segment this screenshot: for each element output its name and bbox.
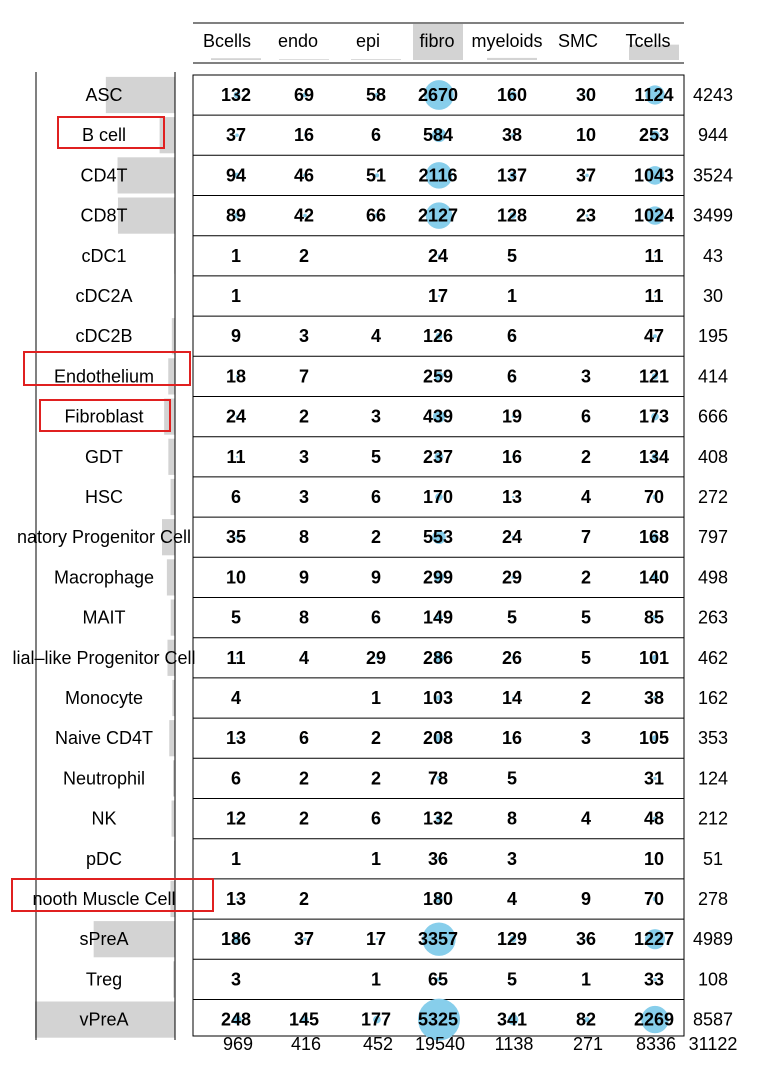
- cell-value: 1: [230, 245, 242, 266]
- cell-value: 1043: [633, 165, 675, 186]
- cell-value: 248: [220, 1009, 252, 1030]
- cell-value: 24: [427, 245, 449, 266]
- cell-value: 4: [370, 326, 382, 347]
- cell-value: 4: [580, 808, 592, 829]
- column-total: 416: [290, 1034, 322, 1054]
- row-label: CD4T: [80, 165, 128, 186]
- cell-value: 65: [427, 969, 449, 990]
- cell-value: 16: [501, 446, 523, 467]
- row-total: 3524: [692, 165, 734, 186]
- cell-value: 132: [422, 808, 454, 829]
- cell-value: 170: [422, 487, 454, 507]
- row-total: 108: [697, 969, 729, 990]
- cell-value: 286: [422, 647, 454, 668]
- cell-value: 10: [225, 567, 247, 588]
- cell-value: 11: [226, 446, 246, 467]
- row-total: 162: [697, 688, 729, 708]
- cell-value: 208: [422, 728, 454, 749]
- cell-value: 8: [298, 607, 310, 628]
- cell-value: 18: [225, 366, 247, 387]
- cell-value: 299: [422, 567, 454, 588]
- row-total-bar: [167, 559, 175, 595]
- cell-value: 17: [427, 286, 449, 306]
- row-label: GDT: [85, 446, 123, 467]
- row-total: 462: [697, 647, 729, 668]
- row-label: NK: [91, 808, 117, 829]
- cell-value: 132: [220, 85, 252, 105]
- cell-value: 6: [370, 125, 382, 146]
- cell-value: 140: [638, 567, 670, 588]
- cell-value: 35: [225, 527, 247, 548]
- cell-value: 9: [370, 567, 382, 588]
- cell-value: 6: [370, 487, 382, 507]
- row-label: cDC1: [81, 245, 127, 266]
- row-total-bar: [168, 358, 175, 394]
- cell-value: 5: [506, 245, 518, 266]
- column-total-bar: [487, 58, 537, 60]
- cell-value: 89: [225, 205, 247, 226]
- cell-value: 2: [298, 808, 310, 829]
- cell-value: 2: [580, 567, 592, 588]
- cell-value: 9: [580, 889, 592, 909]
- cell-value: 26: [501, 647, 523, 668]
- cell-value: 2: [298, 768, 310, 789]
- cell-value: 3: [506, 848, 518, 869]
- row-label: ASC: [85, 85, 123, 105]
- cell-value: 5: [506, 768, 518, 789]
- cell-value: 5: [506, 969, 518, 990]
- cell-value: 6: [298, 728, 310, 749]
- cell-value: 48: [643, 808, 665, 829]
- cell-value: 6: [230, 487, 242, 507]
- cell-value: 58: [365, 85, 387, 105]
- cell-value: 36: [575, 929, 597, 950]
- cell-value: 101: [638, 647, 670, 668]
- cell-value: 8: [298, 527, 310, 548]
- cell-value: 1: [230, 286, 242, 306]
- cell-value: 1: [230, 848, 242, 869]
- row-label: nooth Muscle Cell: [32, 889, 176, 909]
- cell-value: 19: [501, 406, 523, 427]
- cell-value: 1: [370, 688, 382, 708]
- cell-value: 16: [293, 125, 315, 146]
- cell-value: 5: [230, 607, 242, 628]
- cell-value: 42: [293, 205, 315, 226]
- cell-value: 121: [638, 366, 670, 387]
- row-total-bar: [168, 439, 175, 475]
- cell-value: 16: [501, 728, 523, 749]
- cell-value: 2: [370, 527, 382, 548]
- cell-value: 24: [225, 406, 247, 427]
- cell-value: 14: [501, 688, 523, 708]
- cell-value: 1: [580, 969, 592, 990]
- cell-value: 145: [288, 1009, 320, 1030]
- row-total: 408: [697, 446, 729, 467]
- column-total-bar: [279, 59, 329, 60]
- column-total-bar: [211, 58, 261, 60]
- row-label: Naive CD4T: [54, 728, 154, 749]
- cell-value: 13: [225, 889, 247, 909]
- cell-value: 1227: [633, 929, 675, 950]
- cell-value: 2: [298, 245, 310, 266]
- cell-value: 6: [506, 366, 518, 387]
- row-label: B cell: [81, 125, 127, 146]
- cell-value: 29: [501, 567, 523, 588]
- cell-value: 2670: [417, 85, 459, 105]
- cell-value: 439: [422, 406, 454, 427]
- row-total-bar: [169, 720, 175, 756]
- cell-value: 37: [575, 165, 597, 186]
- cell-value: 1024: [633, 205, 675, 226]
- cell-value: 70: [643, 487, 665, 507]
- column-header: Tcells: [625, 31, 671, 51]
- cell-value: 6: [370, 607, 382, 628]
- row-label: cDC2A: [75, 286, 133, 306]
- row-label: Treg: [85, 969, 123, 990]
- column-header: myeloids: [471, 31, 543, 51]
- cell-value: 5: [580, 607, 592, 628]
- cell-value: 11: [644, 245, 664, 266]
- cell-value: 3: [298, 487, 310, 507]
- cell-value: 168: [638, 527, 670, 548]
- row-label: MAIT: [82, 607, 126, 628]
- cell-value: 78: [427, 768, 449, 789]
- cell-value: 3: [298, 326, 310, 347]
- row-label: natory Progenitor Cell: [16, 527, 192, 548]
- row-label: lial–like Progenitor Cell: [12, 647, 196, 668]
- column-header: epi: [355, 31, 381, 51]
- cell-value: 134: [638, 446, 670, 467]
- cell-value: 24: [501, 527, 523, 548]
- cell-value: 126: [422, 326, 454, 347]
- row-total: 272: [697, 487, 729, 507]
- cell-value: 103: [422, 688, 454, 708]
- column-header: SMC: [558, 31, 598, 51]
- column-header: Bcells: [202, 31, 252, 51]
- row-total: 944: [697, 125, 729, 146]
- cell-value: 2: [298, 889, 310, 909]
- cell-value: 6: [506, 326, 518, 347]
- column-total: 19540: [414, 1034, 466, 1054]
- row-total: 30: [702, 286, 724, 306]
- cell-value: 5: [506, 607, 518, 628]
- cell-value: 553: [422, 527, 454, 548]
- cell-value: 177: [360, 1009, 392, 1030]
- cell-value: 46: [293, 165, 315, 186]
- grand-total: 31122: [688, 1034, 738, 1054]
- row-total: 797: [697, 527, 729, 548]
- cell-value: 137: [496, 165, 528, 186]
- cell-value: 584: [422, 125, 454, 146]
- row-total: 3499: [692, 205, 734, 226]
- cell-value: 4: [298, 647, 310, 668]
- cell-value: 13: [501, 487, 523, 507]
- cell-value: 2: [298, 406, 310, 427]
- cell-value: 5: [580, 647, 592, 668]
- cell-value: 2269: [633, 1009, 675, 1030]
- cell-value: 11: [644, 286, 664, 306]
- column-total: 271: [572, 1034, 604, 1054]
- cell-value: 3: [370, 406, 382, 427]
- cell-value: 29: [365, 647, 387, 668]
- cell-value: 2127: [417, 205, 459, 226]
- cell-value: 3: [580, 728, 592, 749]
- column-total-bar: [351, 59, 401, 60]
- cell-value: 180: [422, 889, 454, 909]
- cell-value: 5325: [417, 1009, 459, 1030]
- cell-value: 23: [575, 205, 597, 226]
- cell-value: 4: [506, 889, 518, 909]
- cell-value: 4: [580, 487, 592, 507]
- cell-value: 37: [293, 929, 315, 950]
- cell-value: 105: [638, 728, 670, 749]
- row-total: 195: [697, 326, 729, 347]
- cell-value: 2116: [418, 165, 458, 186]
- column-total: 8336: [635, 1034, 677, 1054]
- cell-value: 173: [638, 406, 670, 427]
- cell-value: 1: [506, 286, 518, 306]
- cell-value: 8: [506, 808, 518, 829]
- row-label: HSC: [84, 487, 124, 507]
- cell-value: 30: [575, 85, 597, 105]
- row-total: 263: [697, 607, 729, 628]
- cell-value: 4: [230, 688, 242, 708]
- row-total: 4243: [692, 85, 734, 105]
- cell-value: 31: [643, 768, 665, 789]
- row-total: 353: [697, 728, 729, 749]
- cell-value: 2: [580, 688, 592, 708]
- cell-value: 33: [643, 969, 665, 990]
- cell-value: 10: [575, 125, 597, 146]
- column-total: 969: [222, 1034, 254, 1054]
- cell-value: 17: [365, 929, 387, 950]
- cell-value: 11: [226, 647, 246, 668]
- cell-value: 6: [580, 406, 592, 427]
- row-label: Neutrophil: [62, 768, 146, 789]
- cell-value: 94: [225, 165, 247, 186]
- row-total: 43: [702, 245, 724, 266]
- cell-value: 237: [422, 446, 454, 467]
- cell-value: 3: [230, 969, 242, 990]
- row-label: Endothelium: [53, 366, 155, 387]
- cell-value: 38: [501, 125, 523, 146]
- row-label: Macrophage: [53, 567, 155, 588]
- row-total: 498: [697, 567, 729, 588]
- row-total: 51: [702, 848, 724, 869]
- cell-value: 3357: [417, 929, 459, 950]
- cell-value: 128: [496, 205, 528, 226]
- row-total-bar: [172, 801, 175, 837]
- cell-value: 47: [643, 326, 665, 347]
- row-total-bar: [171, 600, 175, 636]
- cell-value: 259: [422, 366, 454, 387]
- cell-value: 129: [496, 929, 528, 950]
- cell-value: 1: [370, 969, 382, 990]
- row-total: 124: [697, 768, 729, 789]
- cell-value: 9: [298, 567, 310, 588]
- row-total: 666: [697, 406, 729, 427]
- row-total: 212: [697, 808, 729, 829]
- cell-value: 70: [643, 889, 665, 909]
- cell-value: 36: [427, 848, 449, 869]
- cell-value: 2: [580, 446, 592, 467]
- cell-value: 3: [298, 446, 310, 467]
- row-label: cDC2B: [75, 326, 133, 347]
- cell-value: 1124: [634, 85, 674, 105]
- cell-value: 51: [365, 165, 387, 186]
- cell-value: 12: [225, 808, 247, 829]
- cell-value: 3: [580, 366, 592, 387]
- cell-value: 7: [580, 527, 592, 548]
- column-header: endo: [277, 31, 319, 51]
- cell-value: 6: [230, 768, 242, 789]
- column-header: fibro: [419, 31, 455, 51]
- row-total: 278: [697, 889, 729, 909]
- row-label: Fibroblast: [64, 406, 144, 427]
- row-total-bar: [171, 479, 175, 515]
- cell-value: 10: [643, 848, 665, 869]
- row-label: CD8T: [80, 205, 128, 226]
- cell-value: 2: [370, 728, 382, 749]
- cell-value: 13: [225, 728, 247, 749]
- cell-value: 160: [496, 85, 528, 105]
- cell-value: 253: [638, 125, 670, 146]
- cell-value: 37: [225, 125, 247, 146]
- row-label: vPreA: [79, 1009, 129, 1030]
- column-total: 452: [362, 1034, 394, 1054]
- row-label: Monocyte: [64, 688, 144, 708]
- cell-value: 186: [220, 929, 252, 950]
- cell-value: 1: [370, 848, 382, 869]
- cell-value: 66: [365, 205, 387, 226]
- column-total: 1138: [494, 1034, 534, 1054]
- cell-value: 341: [496, 1009, 528, 1030]
- cell-value: 69: [293, 85, 315, 105]
- cell-value: 38: [643, 688, 665, 708]
- cell-value: 149: [422, 607, 454, 628]
- row-label: pDC: [85, 848, 123, 869]
- row-label: sPreA: [79, 929, 129, 950]
- cell-value: 7: [298, 366, 310, 387]
- cell-value: 85: [643, 607, 665, 628]
- cell-value: 2: [370, 768, 382, 789]
- cell-value: 5: [370, 446, 382, 467]
- cell-value: 9: [230, 326, 242, 347]
- cell-value: 6: [370, 808, 382, 829]
- row-total: 414: [697, 366, 729, 387]
- row-total: 8587: [692, 1009, 734, 1030]
- row-total: 4989: [692, 929, 734, 950]
- cell-value: 82: [575, 1009, 597, 1030]
